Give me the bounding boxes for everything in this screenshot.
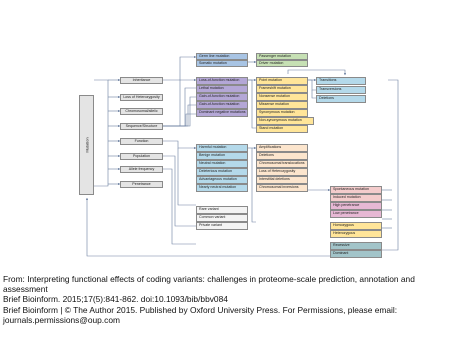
category-penetrance: Penetrance <box>120 181 163 188</box>
node-amplifications: Amplifications <box>256 144 308 152</box>
node-induced: Induced mutation <box>330 194 382 202</box>
category-inheritance: Inheritance <box>120 77 163 84</box>
node-deleterious: Deleterious mutation <box>196 168 248 176</box>
node-frameshift: Frameshift mutation <box>256 85 308 93</box>
caption-title: From: Interpreting functional effects of coding variants: challenges in proteome-scale prediction, annotation and assessment <box>3 274 415 295</box>
node-gof-1: Gain-of-function mutation <box>196 93 248 101</box>
node-loh: Loss of Heterozygosity <box>256 168 308 176</box>
node-heterozygous: Heterozygous <box>330 230 382 238</box>
root-label: Mutation <box>84 137 89 153</box>
category-sequence: Sequence/Structure <box>120 123 163 130</box>
node-benign: Benign mutation <box>196 152 248 160</box>
figure-caption <box>3 274 447 325</box>
node-transversions: Transversions <box>316 86 366 94</box>
node-neutral: Neutral mutation <box>196 160 248 168</box>
node-common: Common variant <box>196 214 248 222</box>
node-somatic: Somatic mutation <box>196 60 248 67</box>
node-harmful: Harmful mutation <box>196 144 248 152</box>
node-high-penetrance: High penetrance <box>330 202 382 210</box>
category-function: Function <box>120 138 163 145</box>
node-low-penetrance: Low penetrance <box>330 210 382 218</box>
node-nonsense: Nonsense mutation <box>256 93 308 101</box>
node-nonsynonymous: Non-synonymous mutation <box>256 117 314 125</box>
node-spontaneous: Spontaneous mutation <box>330 186 382 194</box>
node-translocations: Chromosomal translocations <box>256 160 308 168</box>
node-deletions-struct: Deletions <box>256 152 308 160</box>
node-recessive: Recessive <box>330 242 382 250</box>
node-point: Point mutation <box>256 77 308 85</box>
node-driver: Driver mutation <box>256 60 308 67</box>
node-gof-2: Gain-of-function mutation <box>196 101 248 109</box>
node-nearly-neutral: Nearly neutral mutation <box>196 184 248 192</box>
node-interstitial: Interstitial deletions <box>256 176 308 184</box>
node-deletions-seq: Deletions <box>316 95 366 103</box>
category-chromosomal: Chromosomal/allelic <box>120 108 163 115</box>
category-allele-frequency: Allele frequency <box>120 166 163 173</box>
node-germline: Germ line mutation <box>196 53 248 60</box>
node-lof: Loss-of-function mutation <box>196 77 248 85</box>
node-transitions: Transitions <box>316 77 366 85</box>
node-advantageous: Advantageous mutation <box>196 176 248 184</box>
caption-citation: Brief Bioinform. 2015;17(5):841-862. doi:10.1093/bib/bbv084 <box>3 294 228 305</box>
node-missense: Missense mutation <box>256 101 308 109</box>
node-synonymous: Synonymous mutation <box>256 109 308 117</box>
root-node <box>79 95 94 195</box>
category-loh: Loss of Heterozygosity <box>120 94 163 101</box>
node-inversions: Chromosomal inversions <box>256 184 308 192</box>
caption-copyright: Brief Bioinform | © The Author 2015. Published by Oxford University Press. For Permissions, please email: journals.permissions@oup.com <box>3 304 398 325</box>
node-passenger: Passenger mutation <box>256 53 308 60</box>
node-dominant-negative: Dominant negative mutations <box>196 109 248 117</box>
node-private: Private variant <box>196 222 248 230</box>
node-lethal: Lethal mutation <box>196 85 248 93</box>
category-population: Population <box>120 153 163 160</box>
node-stand: Stand mutation <box>256 125 308 133</box>
node-dominant: Dominant <box>330 250 382 258</box>
node-homozygous: Homozygous <box>330 222 382 230</box>
node-rare: Rare variant <box>196 206 248 214</box>
